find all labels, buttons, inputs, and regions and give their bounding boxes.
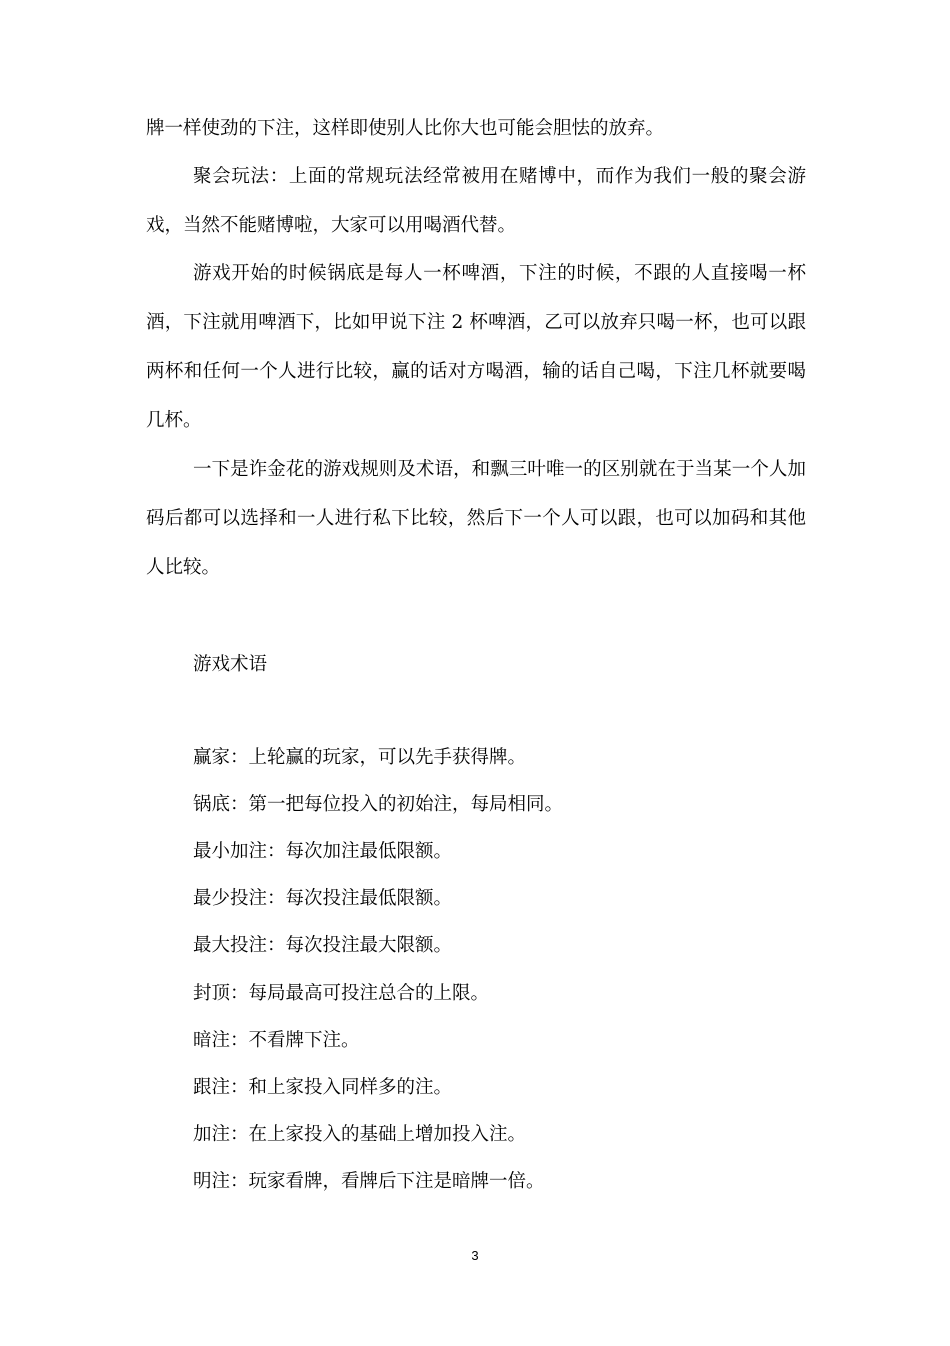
page-number: 3 (471, 1248, 479, 1263)
paragraph-game-start: 游戏开始的时候锅底是每人一杯啤酒，下注的时候，不跟的人直接喝一杯酒，下注就用啤酒下，比如甲说下注 2 杯啤酒，乙可以放弃只喝一杯，也可以跟两杯和任何一个人进行比较，赢的话对方喝酒，输的话自己喝，下注几杯就要喝几杯。 (146, 263, 806, 431)
term-item: 封顶：每局最高可投注总合的上限。 (193, 983, 490, 1004)
term-item: 加注：在上家投入的基础上增加投入注。 (193, 1124, 527, 1145)
term-item: 赢家：上轮赢的玩家，可以先手获得牌。 (193, 747, 527, 768)
term-item: 锅底：第一把每位投入的初始注，每局相同。 (193, 794, 564, 815)
term-item: 最大投注：每次投注最大限额。 (193, 935, 453, 956)
paragraph-party-play: 聚会玩法：上面的常规玩法经常被用在赌博中，而作为我们一般的聚会游戏，当然不能赌博啦，大家可以用喝酒代替。 (146, 166, 806, 236)
paragraph-continuation: 牌一样使劲的下注，这样即使别人比你大也可能会胆怯的放弃。 (146, 118, 665, 139)
term-item: 最小加注：每次加注最低限额。 (193, 841, 453, 862)
term-item: 最少投注：每次投注最低限额。 (193, 888, 453, 909)
term-item: 暗注：不看牌下注。 (193, 1030, 360, 1051)
term-item: 跟注：和上家投入同样多的注。 (193, 1077, 453, 1098)
section-heading-game-terms: 游戏术语 (193, 654, 268, 675)
paragraph-rules-intro: 一下是诈金花的游戏规则及术语，和飘三叶唯一的区别就在于当某一个人加码后都可以选择和一人进行私下比较，然后下一个人可以跟，也可以加码和其他人比较。 (146, 459, 806, 578)
term-item: 明注：玩家看牌，看牌后下注是暗牌一倍。 (193, 1171, 545, 1192)
